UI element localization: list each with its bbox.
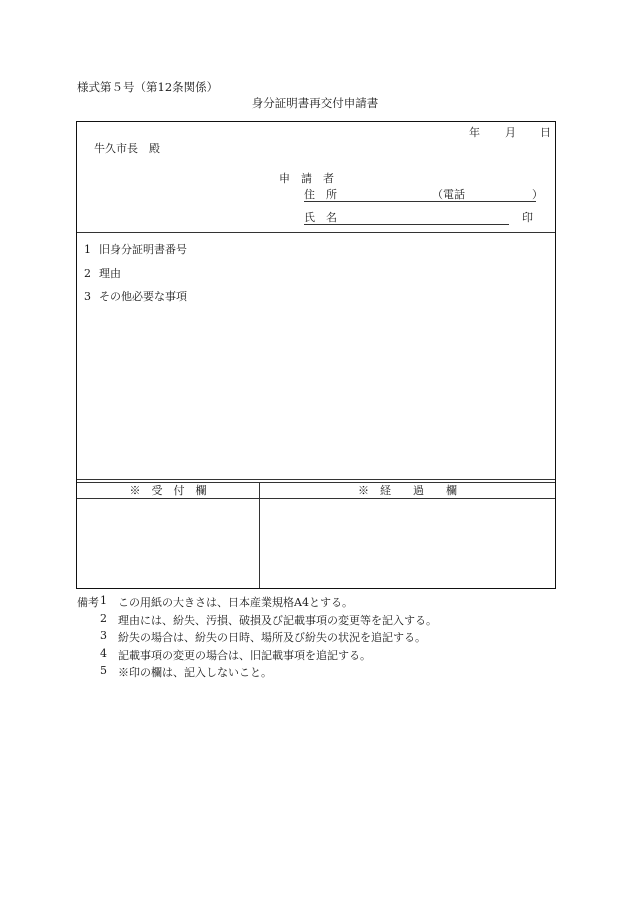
note-text: 紛失の場合は、紛失の日時、場所及び紛失の状況を追記する。 xyxy=(118,631,426,644)
column-header-divider xyxy=(77,498,555,499)
form-number: 様式第５号（第12条関係） xyxy=(77,80,219,94)
note-number: 1 xyxy=(100,594,107,607)
note-number: 5 xyxy=(100,664,107,677)
header-divider xyxy=(77,232,555,233)
note-number: 2 xyxy=(100,611,107,625)
date-day-label: 日 xyxy=(540,126,551,139)
item-other-matters: その他必要な事項 xyxy=(99,290,187,303)
note-text: ※印の欄は、記入しないこと。 xyxy=(118,666,272,679)
seal-label: 印 xyxy=(522,211,533,224)
date-month-label: 月 xyxy=(505,126,516,139)
date-year-label: 年 xyxy=(469,126,480,139)
notes-label: 備考 xyxy=(77,596,99,609)
note-text: 記載事項の変更の場合は、旧記載事項を追記する。 xyxy=(118,648,371,662)
item-number: 1 xyxy=(84,243,91,256)
applicant-heading: 申 請 者 xyxy=(279,172,334,185)
progress-column-header: ※ 経 過 欄 xyxy=(358,484,457,497)
note-number: 3 xyxy=(100,629,107,642)
address-label: 住 所 xyxy=(304,188,337,201)
name-underline xyxy=(304,224,509,225)
phone-close-paren: ） xyxy=(532,188,543,201)
note-number: 4 xyxy=(100,646,107,660)
item-number: 3 xyxy=(84,290,91,303)
double-line-top xyxy=(77,479,555,480)
name-label: 氏 名 xyxy=(304,211,337,224)
document-title: 身分証明書再交付申請書 xyxy=(251,96,379,110)
phone-label: （電話 xyxy=(432,188,465,201)
application-form-box xyxy=(76,121,556,589)
note-text: この用紙の大きさは、日本産業規格A4とする。 xyxy=(118,596,353,609)
addressee: 牛久市長 殿 xyxy=(94,142,160,155)
item-old-id-number: 旧身分証明書番号 xyxy=(99,243,187,256)
note-text: 理由には、紛失、汚損、破損及び記載事項の変更等を記入する。 xyxy=(118,613,437,627)
double-line-bottom xyxy=(77,482,555,483)
reception-column-header: ※ 受 付 欄 xyxy=(129,484,207,497)
item-number: 2 xyxy=(84,267,91,280)
address-underline xyxy=(304,201,536,202)
item-reason: 理由 xyxy=(99,267,121,280)
